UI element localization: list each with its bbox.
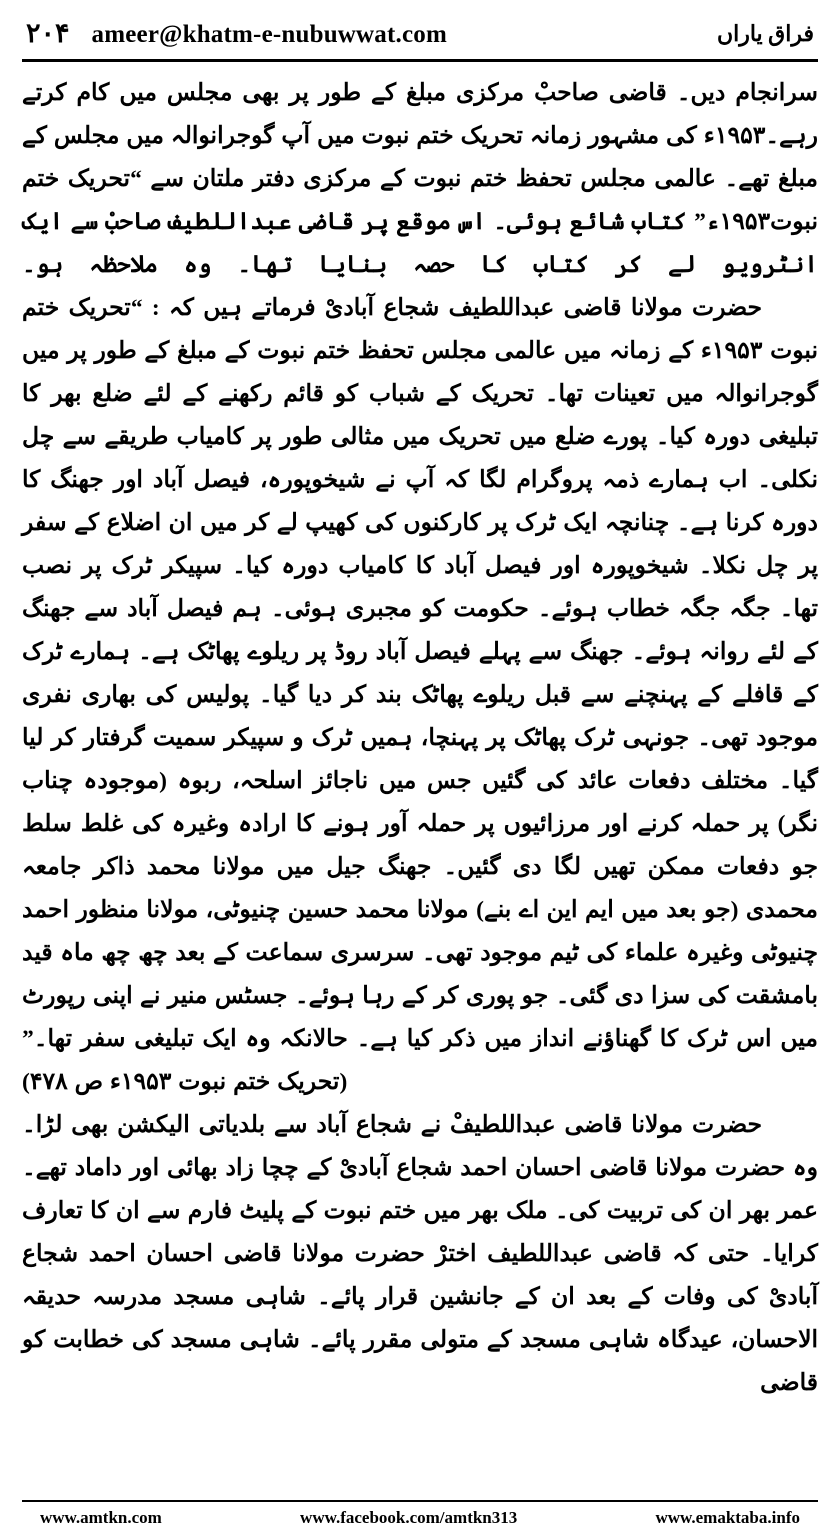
footer-link-emaktaba[interactable]: www.emaktaba.info	[655, 1508, 800, 1527]
header-left-group	[26, 18, 447, 49]
header-divider	[22, 59, 818, 62]
citation-line: (تحریک ختم نبوت ۱۹۵۳ء ص ۴۷۸)	[22, 1069, 348, 1095]
page-footer	[22, 1494, 818, 1528]
paragraph-1: سرانجام دیں۔ قاضی صاحبْ مرکزی مبلغ کے طور پر بھی مجلس میں کام کرتے رہے۔۱۹۵۳ء کی مشہور زمانہ تحریک ختم نبوت میں آپ گوجرانوالہ میں مجلس کے مبلغ تھے۔ عالمی مجلس تحفظ ختم نبوت کے مرکزی دفتر ملتان سے “تحریک ختم نبوت۱۹۵۳ء” کتاب شائع ہوئی۔ اس موقع پر قاضی عبداللطیف صاحبْ سے ایک انٹرویو لے کر کتاب کا حصہ بنایا تھا۔ وہ ملاحظہ ہو۔	[22, 80, 818, 278]
footer-divider	[22, 1500, 818, 1502]
page-number: ۲۰۴	[26, 18, 70, 48]
paragraph-2: حضرت مولانا قاضی عبداللطیف شجاع آبادیْ فرماتے ہیں کہ : “تحریک ختم نبوت ۱۹۵۳ء کے زمانہ میں عالمی مجلس تحفظ ختم نبوت کے مبلغ کے طور پر میں گوجرانوالہ میں تعینات تھا۔ تحریک کے شباب کو قائم رکھنے کے لئے ضلع بھر کا تبلیغی دورہ کیا۔ پورے ضلع میں تحریک میں مثالی طور پر کامیاب طریقے سے چل نکلی۔ اب ہمارے ذمہ پروگرام لگا کہ آپ نے شیخوپورہ، فیصل آباد اور جھنگ کا دورہ کرنا ہے۔ چنانچہ ایک ٹرک پر کارکنوں کی کھیپ لے کر میں ان اضلاع کے سفر پر چل نکلا۔ شیخوپورہ اور فیصل آباد کا کامیاب دورہ کیا۔ سپیکر ٹرک پر نصب تھا۔ جگہ جگہ خطاب ہوئے۔ حکومت کو مجبری ہوئی۔ ہم فیصل آباد سے جھنگ کے لئے روانہ ہوئے۔ جھنگ سے پہلے فیصل آباد روڈ پر ریلوے پھاٹک ہے۔ ہمارے ٹرک کے قافلے کے پہنچنے سے قبل ریلوے پھاٹک بند کر دیا گیا۔ پولیس کی بھاری نفری موجود تھی۔ جونہی ٹرک پھاٹک پر پہنچا، ہمیں ٹرک و سپیکر سمیت گرفتار کر لیا گیا۔ مختلف دفعات عائد کی گئیں جس میں ناجائز اسلحہ، ربوہ (موجودہ چناب نگر) پر حملہ کرنے اور مرزائیوں پر حملہ آور ہونے کا ارادہ وغیرہ کی غلط سلط جو دفعات ممکن تھیں لگا دی گئیں۔ جھنگ جیل میں مولانا محمد ذاکر جامعہ محمدی (جو بعد میں ایم این اے بنے) مولانا محمد حسین چنیوٹی، مولانا منظور احمد چنیوٹی وغیرہ علماء کی ٹیم موجود تھی۔ سرسری سماعت کے بعد چھ چھ ماہ قید بامشقت کی سزا دی گئی۔ جو پوری کر کے رہا ہوئے۔ جسٹس منیر نے اپنی رپورٹ میں اس ٹرک کا گھناؤنے انداز میں ذکر کیا ہے۔ حالانکہ وہ ایک تبلیغی سفر تھا۔”	[22, 295, 818, 1052]
paragraph-3: حضرت مولانا قاضی عبداللطیفْ نے شجاع آباد سے بلدیاتی الیکشن بھی لڑا۔ وہ حضرت مولانا قاضی احسان احمد شجاع آبادیْ کے چچا زاد بھائی اور داماد تھے۔ عمر بھر ان کی تربیت کی۔ ملک بھر میں ختم نبوت کے پلیٹ فارم سے ان کا تعارف کرایا۔ حتی کہ قاضی عبداللطیف اخترْ حضرت مولانا قاضی احسان احمد شجاع آبادیْ کی وفات کے بعد ان کے جانشین قرار پائے۔ شاہی مسجد مدرسہ حدیقہ الاحسان، عیدگاہ شاہی مسجد کے متولی مقرر پائے۔ شاہی مسجد کی خطابت کو قاضی	[22, 1112, 818, 1396]
footer-links	[22, 1508, 818, 1528]
page-header	[22, 14, 818, 57]
footer-link-facebook[interactable]: www.facebook.com/amtkn313	[300, 1508, 518, 1527]
header-email: ameer@khatm-e-nubuwwat.com	[91, 21, 448, 48]
page-body	[22, 72, 818, 1405]
footer-link-website[interactable]: www.amtkn.com	[40, 1508, 162, 1527]
book-title: فراق یاراں	[716, 20, 814, 46]
